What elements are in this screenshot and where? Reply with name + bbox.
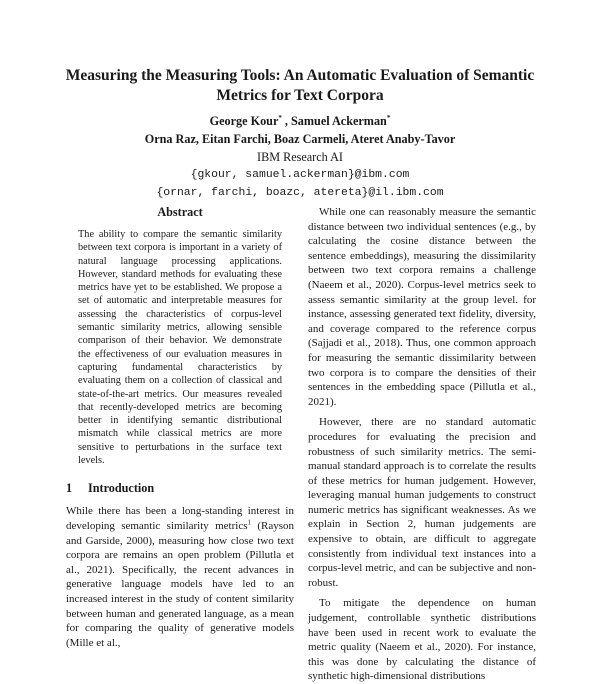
author-separator: , [281,114,292,128]
body-paragraph: While one can reasonably measure the semantic distance between two individual sentences (e.g., by calculating the cosine distance between the sentence embeddings), measuring the dissimilarity between two text corpora remains a challenge (Naeem et al., 2020). Corpus-level metrics seek to assess semantic similarity at the group level. for instance, assessing generated text fidelity, diversity, and coverage compared to the reference corpus (Sajjadi et al., 2018). Thus, one common approach for measuring the semantic dissimilarity between two corpora is to compare the densities of their sentences in the embedding space (Pillutla et al., 2021). [308,206,536,408]
left-column [66,205,294,650]
intro-paragraph [66,504,294,650]
paper-title: Measuring the Measuring Tools: An Automatic Evaluation of Semantic Metrics for Text Corpora [65,67,535,104]
author-name: Samuel Ackerman [291,114,387,128]
section-heading-introduction [66,481,294,496]
email-line-1: {gkour, samuel.ackerman}@ibm.com [190,169,410,181]
intro-text-part-2: (Rayson and Garside, 2000), measuring how close two text corpora are remains an open problem (Pillutla et al., 2021). Specifically, the recent advances in generative language models have led to an increased interest in the study of content similarity between human and generated language, as a mean for comparing the quality of generative models (Mille et al., [66,519,294,649]
authors-line-2: Orna Raz, Eitan Farchi, Boaz Carmeli, Ateret Anaby-Tavor [144,132,456,146]
abstract-text: The ability to compare the semantic similarity between text corpora is important in a variety of natural language processing applications. However, standard methods for evaluating these metrics have yet to be established. We propose a set of automatic and interpretable measures for assessing the characteristics of corpus-level semantic similarity metrics, allowing sensible comparison of their behavior. We demonstrate the effectiveness of our evaluation measures in capturing fundamental characteristics by evaluating them on a collection of classical and state-of-the-art metrics. Our measures revealed that recently-developed metrics are becoming better in identifying semantic distributional mismatch while classical metrics are more sensitive to perturbations in the surface text levels. [78,229,282,467]
section-number: 1 [66,481,73,496]
section-title: Introduction [88,481,155,496]
email-line-2: {ornar, farchi, boazc, atereta}@il.ibm.com [156,187,444,199]
body-paragraph: However, there are no standard automatic procedures for evaluating the precision and robustness of such similarity metrics. The semi-manual standard approach is to correlate the results of these metrics for human judgement. However, leveraging manual human judgements to construct numeric metrics has significant weaknesses. As we explain in Section 2, human judgements are expensive to obtain, are difficult to aggregate consistently from individual text instances into a corpus-level metric, and can be subjective and non-robust. [308,416,536,589]
equal-contribution-marker: * [386,113,391,122]
body-paragraph: To mitigate the dependence on human judgement, controllable synthetic distributions have been used in recent work to evaluate the metric quality (Naeem et al., 2020). For instance, this was done by calculating the distance of synthetic high-dimensional distributions [308,597,536,683]
right-column [308,205,536,684]
authors-line-1 [60,112,540,130]
intro-text-part-1: While there has been a long-standing interest in developing semantic similarity metrics [66,505,294,532]
affiliation: IBM Research AI [257,150,343,164]
abstract-heading: Abstract [157,205,203,219]
author-name: George Kour [209,114,279,128]
author-block [60,112,540,202]
equal-contribution-marker: * [278,113,282,122]
footnote-marker: 1 [247,518,251,527]
